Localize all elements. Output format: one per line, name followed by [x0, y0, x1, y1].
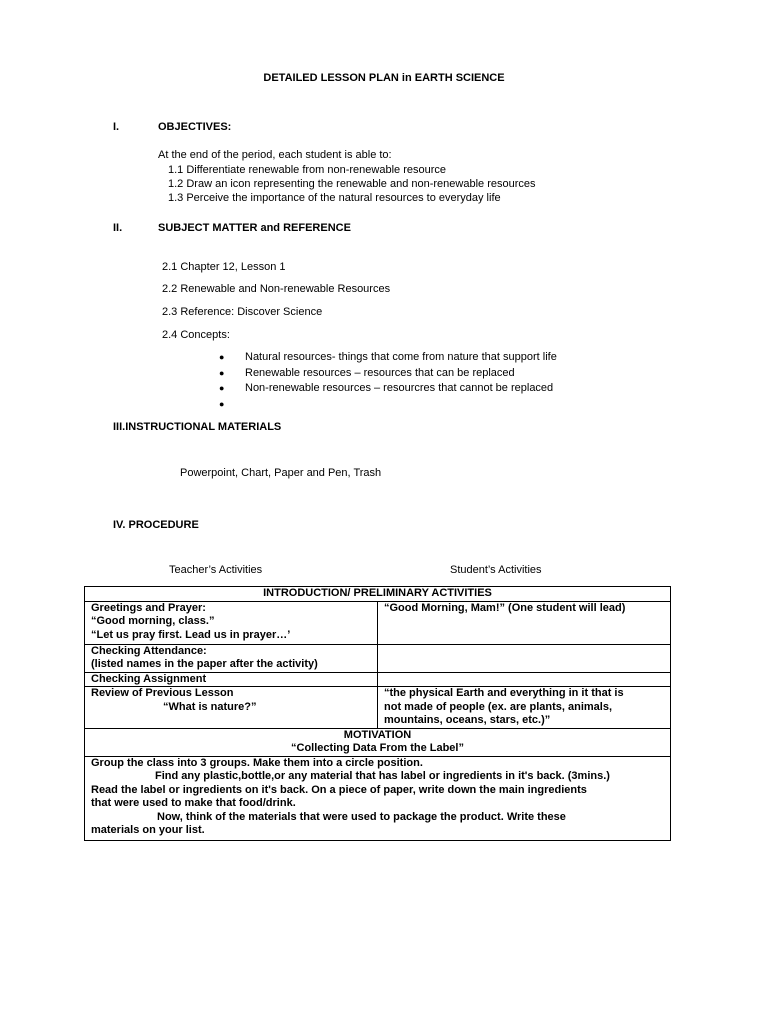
motivation-line: Group the class into 3 groups. Make them into a circle position.: [91, 756, 423, 769]
motivation-line: materials on your list.: [91, 824, 205, 836]
procedure-table: [84, 586, 671, 841]
motivation-line: Find any plastic,bottle,or any material that has label or ingredients in it's back. (3mins.): [155, 770, 610, 782]
objective-item: 1.2 Draw an icon representing the renewable and non-renewable resources: [168, 178, 536, 190]
bullet-icon: ●: [219, 398, 225, 409]
table-row: [85, 728, 671, 756]
motivation-heading: MOTIVATION: [343, 728, 412, 741]
review-label: Review of Previous Lesson: [91, 687, 234, 699]
subject-numeral: II.: [113, 222, 123, 234]
review-question: “What is nature?”: [163, 700, 257, 713]
motivation-subtitle: “Collecting Data From the Label”: [291, 742, 464, 754]
objectives-intro: At the end of the period, each student is able to:: [158, 149, 392, 161]
materials-heading: III.INSTRUCTIONAL MATERIALS: [113, 421, 282, 433]
assignment-student-cell: [378, 672, 671, 687]
objective-item: 1.1 Differentiate renewable from non-renewable resource: [168, 164, 447, 176]
list-item: [219, 397, 557, 413]
bullet-icon: ●: [219, 367, 225, 378]
attendance-cell: [85, 644, 378, 672]
table-row: [85, 756, 671, 840]
subject-item: 2.1 Chapter 12, Lesson 1: [162, 261, 286, 273]
subject-item: 2.4 Concepts:: [162, 329, 230, 341]
concept-text: Renewable resources – resources that can be replaced: [245, 366, 515, 379]
subject-item: 2.2 Renewable and Non-renewable Resources: [162, 283, 391, 295]
teacher-activities-label: Teacher’s Activities: [169, 564, 263, 576]
review-answer-line: mountains, oceans, stars, etc.)”: [384, 714, 551, 726]
attendance-line: (listed names in the paper after the activity): [91, 658, 318, 670]
attendance-label: Checking Attendance:: [91, 644, 207, 657]
table-row: [85, 672, 671, 687]
review-student-cell: [378, 687, 671, 729]
motivation-body-cell: [85, 756, 671, 840]
review-answer-line: “the physical Earth and everything in it that is: [384, 687, 624, 699]
subject-heading: SUBJECT MATTER and REFERENCE: [158, 222, 351, 234]
concept-text: Natural resources- things that come from nature that support life: [245, 351, 557, 363]
intro-heading-cell: INTRODUCTION/ PRELIMINARY ACTIVITIES: [85, 587, 671, 602]
list-item: [219, 350, 557, 366]
materials-text: Powerpoint, Chart, Paper and Pen, Trash: [180, 467, 382, 479]
list-item: [219, 366, 557, 382]
greetings-cell: [85, 601, 378, 644]
objectives-numeral: I.: [113, 121, 120, 133]
objectives-heading: OBJECTIVES:: [158, 121, 232, 133]
greetings-label: Greetings and Prayer:: [91, 601, 206, 614]
concept-text: Non-renewable resources – resourcres that cannot be replaced: [245, 382, 554, 394]
bullet-icon: ●: [219, 352, 225, 362]
list-item: [219, 381, 557, 397]
attendance-student-cell: [378, 644, 671, 672]
review-answer-line: not made of people (ex. are plants, animals,: [384, 700, 613, 713]
review-cell: [85, 687, 378, 729]
concepts-list: [219, 350, 557, 412]
motivation-line: that were used to make that food/drink.: [91, 797, 296, 809]
motivation-heading-cell: [85, 728, 671, 756]
greetings-line: “Let us pray first. Lead us in prayer…’: [91, 628, 291, 641]
subject-item: 2.3 Reference: Discover Science: [162, 306, 323, 318]
greetings-student-cell: “Good Morning, Mam!” (One student will lead): [378, 601, 671, 644]
document-title: DETAILED LESSON PLAN in EARTH SCIENCE: [263, 72, 505, 84]
table-row: [85, 644, 671, 672]
objective-item: 1.3 Perceive the importance of the natural resources to everyday life: [168, 192, 501, 204]
student-activities-label: Student’s Activities: [450, 564, 542, 576]
assignment-cell: Checking Assignment: [85, 672, 378, 687]
bullet-icon: ●: [219, 383, 225, 393]
table-row: [85, 587, 671, 602]
motivation-line: Read the label or ingredients on it's back. On a piece of paper, write down the main ingredients: [91, 783, 587, 796]
procedure-heading: IV. PROCEDURE: [113, 519, 199, 531]
greetings-line: “Good morning, class.”: [91, 615, 215, 627]
motivation-line: Now, think of the materials that were used to package the product. Write these: [157, 810, 566, 823]
table-row: [85, 601, 671, 644]
table-row: [85, 687, 671, 729]
